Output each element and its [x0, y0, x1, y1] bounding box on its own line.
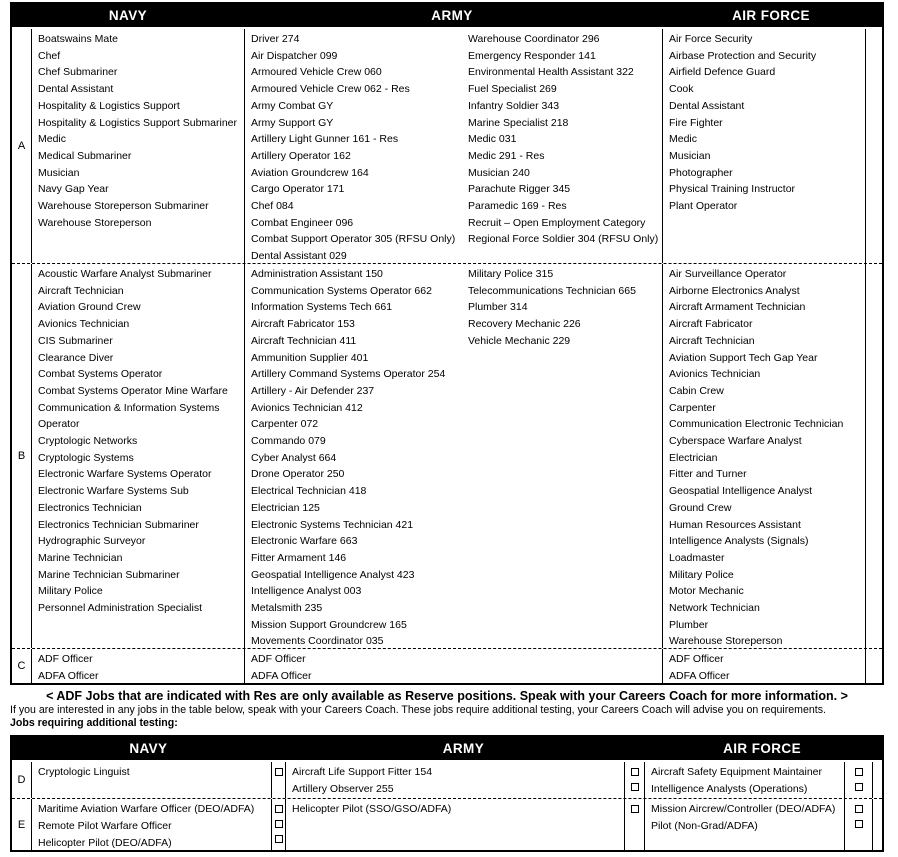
- airforce-jobs-section-e: [645, 799, 845, 850]
- job-item: Medic: [669, 133, 698, 146]
- job-item: Communication & Information Systems Operator: [38, 401, 220, 431]
- job-item: Hospitality & Logistics Support: [38, 99, 180, 112]
- job-item: Artillery Operator 162: [251, 149, 351, 162]
- bottom-table-header: [12, 737, 882, 762]
- column-header-army: ARMY: [431, 8, 473, 23]
- additional-testing-jobs-table: [10, 735, 884, 852]
- job-item: Aircraft Fabricator 153: [251, 318, 355, 331]
- job-item: Marine Technician Submariner: [38, 568, 180, 581]
- army-jobs-b-col2: [462, 264, 662, 648]
- navy-jobs-section-a: [32, 29, 245, 263]
- job-item: Marine Specialist 218: [468, 116, 569, 129]
- empty-column-c: [866, 649, 882, 683]
- army-jobs-c-col1: [245, 649, 462, 683]
- job-checkbox[interactable]: [855, 820, 863, 828]
- job-item: Musician: [669, 149, 711, 162]
- column-header-navy: NAVY: [108, 8, 148, 23]
- job-item: Musician 240: [468, 166, 530, 179]
- job-item: Aircraft Technician 411: [251, 334, 357, 347]
- job-checkbox[interactable]: [275, 820, 283, 828]
- adf-jobs-table: [10, 2, 884, 685]
- job-item: Musician: [38, 166, 80, 179]
- job-item: Paramedic 169 - Res: [468, 200, 567, 213]
- job-item: Hydrographic Surveyor: [38, 535, 146, 548]
- job-item: Geospatial Intelligence Analyst: [669, 485, 813, 498]
- job-item: Avionics Technician: [669, 368, 761, 381]
- job-item: Intelligence Analysts (Operations): [651, 783, 808, 795]
- navy-jobs-section-d: [32, 762, 272, 798]
- job-item: ADF Officer: [251, 653, 306, 665]
- section-e-row: [12, 798, 882, 850]
- job-item: Cryptologic Linguist: [38, 766, 130, 778]
- job-item: Carpenter 072: [251, 418, 319, 431]
- job-item: Maritime Aviation Warfare Officer (DEO/ADFA): [38, 803, 255, 815]
- job-item: Human Resources Assistant: [669, 518, 801, 531]
- navy-jobs-section-c: [32, 649, 245, 683]
- job-item: Cyber Analyst 664: [251, 451, 337, 464]
- army-jobs-b-col1: [245, 264, 462, 648]
- job-item: Intelligence Analyst 003: [251, 585, 362, 598]
- job-item: Cryptologic Systems: [38, 451, 134, 464]
- airforce-jobs-section-a: [663, 29, 866, 263]
- job-checkbox[interactable]: [275, 768, 283, 776]
- job-item: CIS Submariner: [38, 334, 113, 347]
- job-item: Cargo Operator 171: [251, 183, 345, 196]
- job-item: Aircraft Technician: [38, 284, 124, 297]
- job-item: Cabin Crew: [669, 384, 724, 397]
- job-item: Helicopter Pilot (SSO/GSO/ADFA): [292, 803, 452, 815]
- additional-testing-note: If you are interested in any jobs in the table below, speak with your Careers Coach. These jobs require additional testing, your Careers Coach will advise you on requirements.: [10, 704, 826, 716]
- section-label-c: C: [12, 649, 32, 683]
- job-item: Cryptologic Networks: [38, 435, 138, 448]
- job-item: ADF Officer: [669, 653, 724, 665]
- job-item: Aviation Support Tech Gap Year: [669, 351, 818, 364]
- job-item: Electronics Technician Submariner: [38, 518, 199, 531]
- job-item: Aircraft Safety Equipment Maintainer: [651, 766, 822, 778]
- job-item: ADF Officer: [38, 653, 93, 665]
- section-label-e: E: [12, 799, 32, 850]
- job-item: Artillery Light Gunner 161 - Res: [251, 133, 399, 146]
- job-item: Air Surveillance Operator: [669, 268, 787, 280]
- job-checkbox[interactable]: [855, 768, 863, 776]
- job-checkbox[interactable]: [275, 835, 283, 843]
- job-item: ADFA Officer: [251, 669, 312, 682]
- job-item: Avionics Technician 412: [251, 401, 363, 414]
- job-checkbox[interactable]: [275, 805, 283, 813]
- job-item: Vehicle Mechanic 229: [468, 334, 571, 347]
- job-item: Carpenter: [669, 401, 716, 414]
- job-item: Information Systems Tech 661: [251, 301, 393, 314]
- section-label-d: D: [12, 762, 32, 798]
- job-item: Warehouse Storeperson: [669, 635, 783, 648]
- navy-checkboxes-d: [272, 762, 286, 798]
- job-item: Network Technician: [669, 602, 760, 615]
- job-item: Aircraft Fabricator: [669, 318, 753, 331]
- job-item: Emergency Responder 141: [468, 49, 596, 62]
- army-jobs-section-b: [245, 264, 663, 648]
- job-item: Boatswains Mate: [38, 33, 118, 45]
- job-item: Electronic Warfare 663: [251, 535, 358, 548]
- job-item: Airfield Defence Guard: [669, 66, 776, 79]
- section-a-row: [12, 29, 882, 263]
- job-item: Mission Support Groundcrew 165: [251, 618, 407, 631]
- airforce-jobs-section-d: [645, 762, 845, 798]
- job-item: Electrician 125: [251, 501, 320, 514]
- job-item: ADFA Officer: [669, 669, 730, 682]
- job-item: Medical Submariner: [38, 149, 132, 162]
- job-item: Aircraft Armament Technician: [669, 301, 806, 314]
- job-item: Dental Assistant: [38, 83, 114, 96]
- column-header-airforce: AIR FORCE: [732, 8, 810, 23]
- job-item: Warehouse Storeperson Submariner: [38, 200, 209, 213]
- job-item: Aircraft Technician: [669, 334, 755, 347]
- job-item: Plumber 314: [468, 301, 528, 314]
- army-jobs-a-col2: [462, 29, 662, 263]
- job-item: Motor Mechanic: [669, 585, 744, 598]
- job-item: Combat Support Operator 305 (RFSU Only): [251, 233, 456, 246]
- job-item: Parachute Rigger 345: [468, 183, 571, 196]
- job-item: Fire Fighter: [669, 116, 723, 129]
- job-item: Communication Electronic Technician: [669, 418, 844, 431]
- section-d-row: [12, 762, 882, 798]
- job-item: Ground Crew: [669, 501, 732, 514]
- job-item: Infantry Soldier 343: [468, 99, 560, 112]
- job-item: Military Police 315: [468, 268, 554, 280]
- job-item: Dental Assistant 029: [251, 250, 347, 263]
- job-item: Medic 291 - Res: [468, 149, 545, 162]
- job-item: Artillery Command Systems Operator 254: [251, 368, 446, 381]
- job-item: Army Support GY: [251, 116, 334, 129]
- job-item: Aviation Groundcrew 164: [251, 166, 369, 179]
- job-item: Recovery Mechanic 226: [468, 318, 581, 331]
- job-item: Combat Engineer 096: [251, 216, 354, 229]
- job-item: Pilot (Non-Grad/ADFA): [651, 820, 758, 832]
- navy-jobs-section-b: [32, 264, 245, 648]
- job-item: Military Police: [38, 585, 103, 598]
- airforce-checkboxes-e: [845, 799, 873, 850]
- job-item: Mission Aircrew/Controller (DEO/ADFA): [651, 803, 836, 815]
- job-item: Plant Operator: [669, 200, 738, 213]
- job-item: Air Dispatcher 099: [251, 49, 338, 62]
- army-checkboxes-e: [625, 799, 645, 850]
- job-item: Military Police: [669, 568, 734, 581]
- job-item: Personnel Administration Specialist: [38, 602, 203, 615]
- job-item: Photographer: [669, 166, 733, 179]
- empty-column-a: [866, 29, 882, 263]
- job-item: Army Combat GY: [251, 99, 334, 112]
- job-item: Ammunition Supplier 401: [251, 351, 369, 364]
- job-item: Avionics Technician: [38, 318, 130, 331]
- job-item: Communication Systems Operator 662: [251, 284, 432, 297]
- job-item: Navy Gap Year: [38, 183, 109, 196]
- job-item: Loadmaster: [669, 551, 725, 564]
- job-item: Hospitality & Logistics Support Submariner: [38, 116, 238, 129]
- job-item: Fuel Specialist 269: [468, 83, 557, 96]
- job-item: Electronic Systems Technician 421: [251, 518, 414, 531]
- section-label-a: A: [12, 29, 32, 263]
- airforce-jobs-section-c: [663, 649, 866, 683]
- job-item: Driver 274: [251, 33, 300, 45]
- additional-testing-label: Jobs requiring additional testing:: [10, 716, 178, 729]
- job-item: Artillery - Air Defender 237: [251, 384, 375, 397]
- notes-block: [10, 689, 884, 729]
- reserve-positions-note: < ADF Jobs that are indicated with Res are only available as Reserve positions. Speak with your Careers Coach for more information. >: [46, 689, 848, 703]
- job-item: Electronic Warfare Systems Operator: [38, 468, 212, 481]
- job-item: Artillery Observer 255: [292, 783, 394, 795]
- job-item: Medic 031: [468, 133, 517, 146]
- job-item: Drone Operator 250: [251, 468, 345, 481]
- job-item: ADFA Officer: [38, 669, 99, 682]
- army-jobs-section-e: [286, 799, 625, 850]
- job-item: Electrical Technician 418: [251, 485, 367, 498]
- job-item: Clearance Diver: [38, 351, 114, 364]
- army-jobs-a-col1: [245, 29, 462, 263]
- army-checkboxes-d: [625, 762, 645, 798]
- job-item: Plumber: [669, 618, 709, 631]
- section-c-row: [12, 648, 882, 683]
- bottom-column-header-army: ARMY: [442, 741, 485, 756]
- job-item: Administration Assistant 150: [251, 268, 383, 280]
- airforce-jobs-section-b: [663, 264, 866, 648]
- job-item: Combat Systems Operator Mine Warfare: [38, 384, 228, 397]
- job-item: Airborne Electronics Analyst: [669, 284, 800, 297]
- job-checkbox[interactable]: [855, 783, 863, 791]
- job-item: Remote Pilot Warfare Officer: [38, 820, 172, 832]
- job-item: Environmental Health Assistant 322: [468, 66, 634, 79]
- job-item: Geospatial Intelligence Analyst 423: [251, 568, 415, 581]
- section-label-b: B: [12, 264, 32, 648]
- bottom-column-header-airforce: AIR FORCE: [723, 741, 801, 756]
- job-item: Cook: [669, 83, 694, 96]
- job-item: Helicopter Pilot (DEO/ADFA): [38, 837, 172, 849]
- job-item: Electronic Warfare Systems Sub: [38, 485, 189, 498]
- airforce-checkboxes-d: [845, 762, 873, 798]
- navy-jobs-section-e: [32, 799, 272, 850]
- job-item: Metalsmith 235: [251, 602, 323, 615]
- bottom-column-header-navy: NAVY: [129, 741, 168, 756]
- job-item: Chef Submariner: [38, 66, 118, 79]
- job-item: Chef: [38, 49, 61, 62]
- job-item: Regional Force Soldier 304 (RFSU Only): [468, 233, 659, 246]
- job-item: Warehouse Coordinator 296: [468, 33, 600, 45]
- job-item: Armoured Vehicle Crew 062 - Res: [251, 83, 410, 96]
- job-item: Cyberspace Warfare Analyst: [669, 435, 802, 448]
- job-item: Commando 079: [251, 435, 326, 448]
- job-item: Recruit – Open Employment Category: [468, 216, 646, 229]
- army-jobs-section-d: [286, 762, 625, 798]
- job-item: Fitter and Turner: [669, 468, 747, 481]
- job-item: Medic: [38, 133, 67, 146]
- job-checkbox[interactable]: [855, 805, 863, 813]
- section-b-row: [12, 263, 882, 648]
- job-item: Marine Technician: [38, 551, 123, 564]
- job-item: Warehouse Storeperson: [38, 216, 152, 229]
- army-jobs-c-col2: [462, 649, 662, 683]
- army-jobs-section-c: [245, 649, 663, 683]
- job-item: Electronics Technician: [38, 501, 142, 514]
- job-item: Airbase Protection and Security: [669, 49, 817, 62]
- job-checkbox[interactable]: [631, 768, 639, 776]
- job-item: Fitter Armament 146: [251, 551, 347, 564]
- army-jobs-section-a: [245, 29, 663, 263]
- navy-checkboxes-e: [272, 799, 286, 850]
- job-item: Armoured Vehicle Crew 060: [251, 66, 382, 79]
- job-item: Aircraft Life Support Fitter 154: [292, 766, 433, 778]
- job-item: Combat Systems Operator: [38, 368, 163, 381]
- top-table-header: [12, 4, 882, 29]
- job-item: Telecommunications Technician 665: [468, 284, 636, 297]
- empty-column-b: [866, 264, 882, 648]
- job-checkbox[interactable]: [631, 805, 639, 813]
- job-item: Intelligence Analysts (Signals): [669, 535, 809, 548]
- job-item: Chef 084: [251, 200, 294, 213]
- job-checkbox[interactable]: [631, 783, 639, 791]
- job-item: Acoustic Warfare Analyst Submariner: [38, 268, 212, 280]
- job-item: Movements Coordinator 035: [251, 635, 384, 648]
- job-item: Physical Training Instructor: [669, 183, 796, 196]
- job-item: Dental Assistant: [669, 99, 745, 112]
- empty-column-e: [873, 799, 882, 850]
- job-item: Electrician: [669, 451, 718, 464]
- job-item: Aviation Ground Crew: [38, 301, 141, 314]
- empty-column-d: [873, 762, 882, 798]
- job-item: Air Force Security: [669, 33, 753, 45]
